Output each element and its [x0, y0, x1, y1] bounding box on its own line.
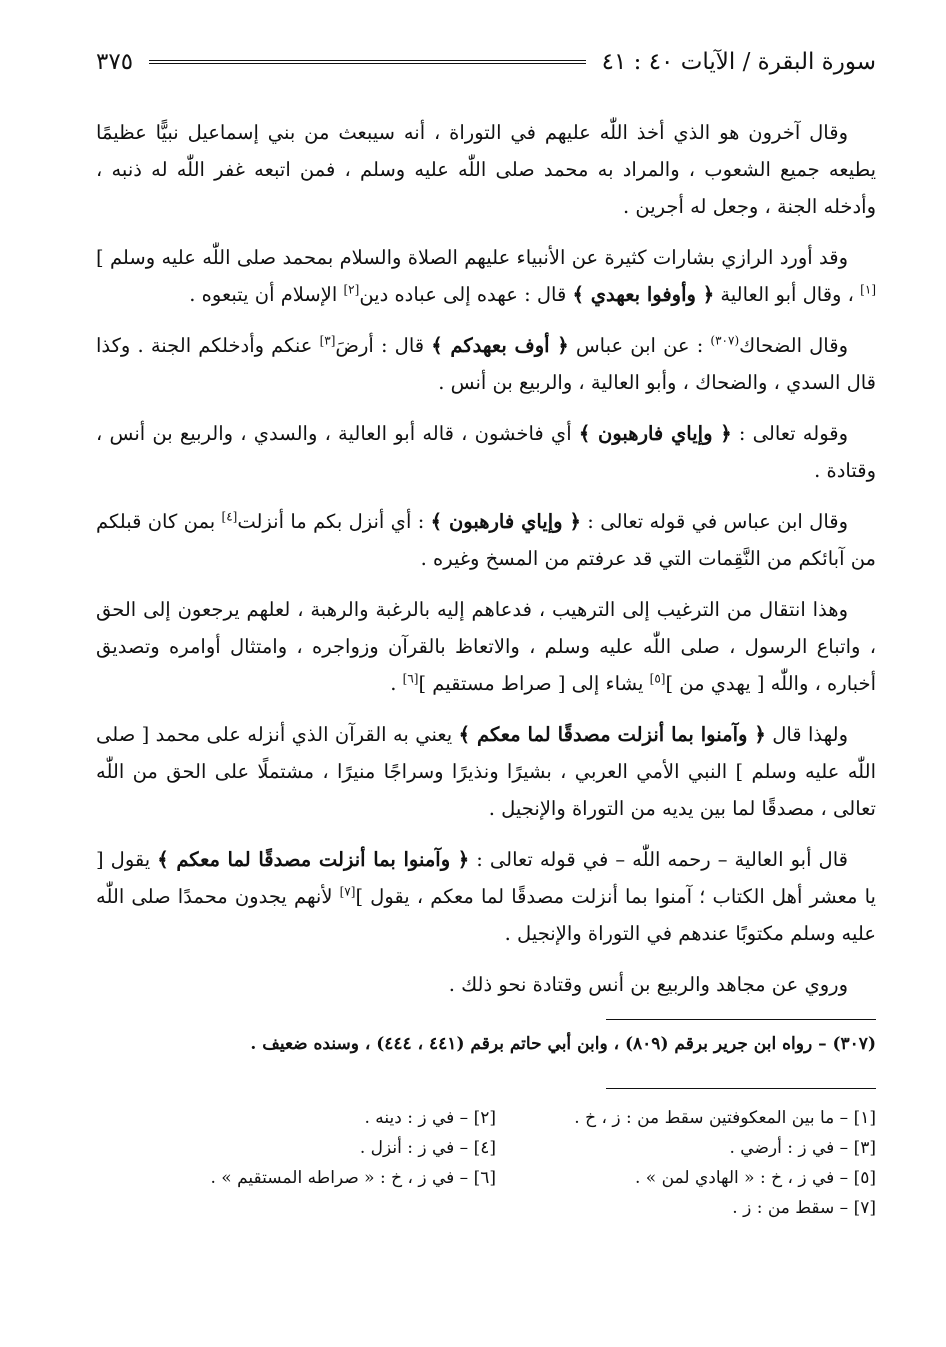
text-segment: وقوله تعالى : [731, 422, 849, 445]
footnote-ref: [٤] [221, 509, 238, 524]
text-segment: بمن كان قبلكم من آبائكم من النَّقِمات التي قد عرفتم من المسخ وغيره . [96, 510, 876, 570]
footnote-ref: [٢] [343, 282, 360, 297]
text-segment: قال : أرضَ [335, 334, 432, 357]
paragraph [96, 503, 876, 577]
text-segment: قال أبو العالية – رحمه اللّٰه – في قوله تعالى : [469, 848, 848, 871]
text-segment: يعني به القرآن الذي أنزله على محمد [ صلى اللّٰه عليه وسلم ] النبي الأمي العربي ، بشيرًا ونذيرًا وسراجًا منيرًا ، مشتملًا على الحق من اللّٰه تعالى ، مصدقًا لما بين يديه من التوراة والإنجيل . [96, 723, 876, 820]
manuscript-note: [٦] – في ز ، خ : « صراطه المستقيم » . [210, 1168, 496, 1188]
footnote-ref: [١] [860, 282, 876, 297]
text-segment: الإسلام أن يتبعوه . [189, 283, 344, 306]
quran-verse: ﴿ وإياي فارهبون ﴾ [430, 510, 581, 533]
manuscript-note: [٥] – في ز ، خ : « الهادي لمن » . [635, 1168, 876, 1188]
text-segment: وقال ابن عباس في قوله تعالى : [580, 510, 848, 533]
text-segment: ، وقال أبو العالية [714, 283, 861, 306]
quran-verse: ﴿ وأوفوا بعهدي ﴾ [572, 283, 715, 306]
hadith-footnote: (٣٠٧) – رواه ابن جرير برقم (٨٠٩) ، وابن أبي حاتم برقم (٤٤١ ، ٤٤٤) ، وسنده ضعيف . [250, 1034, 876, 1054]
paragraph [96, 716, 876, 827]
quran-verse: ﴿ أوف بعهدكم ﴾ [431, 334, 569, 357]
text-segment: عنكم وأدخلكم الجنة . وكذا قال السدي ، والضحاك ، وأبو العالية ، والربيع بن أنس . [96, 334, 876, 394]
text-segment: يقول [ يا معشر أهل الكتاب ؛ آمنوا بما أنزلت مصدقًا لما معكم ، يقول ] [96, 848, 876, 908]
manuscript-note: [٧] – سقط من : ز . [732, 1198, 876, 1218]
footnote-ref: [٥] [649, 671, 666, 686]
manuscript-note: [٣] – في ز : أرضي . [729, 1138, 876, 1158]
text-segment: وروي عن مجاهد والربيع بن أنس وقتادة نحو ذلك . [448, 973, 848, 996]
paragraph [96, 415, 876, 489]
paragraph [96, 841, 876, 952]
paragraph [96, 591, 876, 702]
text-segment: وقال الضحاك [739, 334, 848, 357]
text-segment: وهذا انتقال من الترغيب إلى الترهيب ، فدعاهم إليه بالرغبة والرهبة ، لعلهم يرجعون إلى الحق ، واتباع الرسول ، صلى اللّٰه عليه وسلم ، والاتعاظ بالقرآن وزواجره ، وامتثال أوامره وتصديق أخباره ، واللّٰه [ يهدي من ] [96, 598, 876, 695]
paragraph [96, 114, 876, 225]
header-rule [149, 60, 586, 64]
text-segment: وقال آخرون هو الذي أخذ اللّٰه عليهم في التوراة ، أنه سيبعث من بني إسماعيل نبيًّا عظيمًا يطيعه جميع الشعوب ، والمراد به محمد صلى اللّٰه عليه وسلم ، فمن اتبعه غفر اللّٰه له ذنبه ، وأدخله الجنة ، وجعل له أجرين . [96, 121, 876, 218]
text-segment: وقد أورد الرازي بشارات كثيرة عن الأنبياء عليهم الصلاة والسلام بمحمد صلى اللّٰه عليه وسلم ] [96, 246, 848, 269]
running-header [96, 40, 876, 84]
book-page [96, 40, 876, 1223]
text-segment: : أي أنزل بكم ما أنزلت [237, 510, 431, 533]
manuscript-note: [٤] – في ز : أنزل . [359, 1138, 496, 1158]
paragraph [96, 327, 876, 401]
quran-verse: ﴿ وآمنوا بما أنزلت مصدقًا لما معكم ﴾ [157, 848, 470, 871]
text-segment: . [390, 672, 403, 695]
page-number: ٣٧٥ [96, 49, 134, 75]
text-segment: : عن ابن عباس [568, 334, 711, 357]
commentary-body [96, 114, 876, 1003]
manuscript-note: [١] – ما بين المعكوفتين سقط من : ز ، خ . [574, 1108, 876, 1128]
text-segment: قال : عهده إلى عباده دين [359, 283, 573, 306]
manuscript-note: [٢] – في ز : دينه . [364, 1108, 496, 1128]
footnote-ref: [٧] [339, 884, 356, 899]
paragraph [96, 239, 876, 313]
manuscript-notes [126, 1103, 876, 1223]
footnote-ref: (٣٠٧) [710, 333, 740, 348]
footnote-ref: [٦] [402, 671, 419, 686]
quran-verse: ﴿ وآمنوا بما أنزلت مصدقًا لما معكم ﴾ [458, 723, 766, 746]
text-segment: يشاء إلى [ صراط مستقيم ] [418, 672, 650, 695]
surah-title: سورة البقرة / الآيات ٤٠ : ٤١ [601, 49, 876, 75]
manuscript-notes-divider [606, 1088, 876, 1089]
quran-verse: ﴿ وإياي فارهبون ﴾ [578, 422, 732, 445]
text-segment: ولهذا قال [765, 723, 848, 746]
paragraph [96, 966, 876, 1003]
text-segment: أي فاخشون ، قاله أبو العالية ، والسدي ، والربيع بن أنس ، وقتادة . [96, 422, 876, 482]
footnote-divider [606, 1019, 876, 1020]
text-segment: لأنهم يجدون محمدًا صلى اللّٰه عليه وسلم مكتوبًا عندهم في التوراة والإنجيل . [96, 885, 876, 945]
footnote-ref: [٣] [319, 333, 336, 348]
